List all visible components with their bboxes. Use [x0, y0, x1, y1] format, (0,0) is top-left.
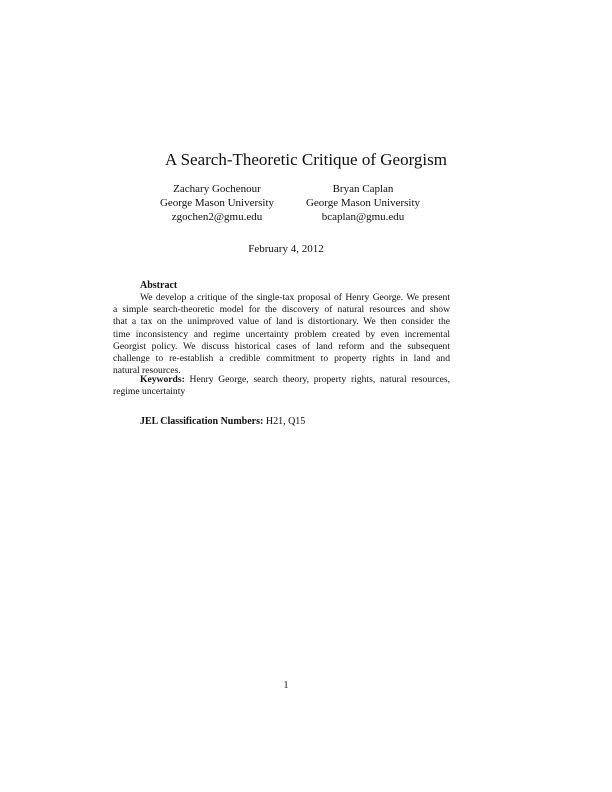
jel-classification: [140, 416, 305, 427]
abstract-heading: Abstract: [140, 280, 178, 291]
abstract-line: challenge to re-establish a credible commitment to property rights in land and: [113, 352, 450, 364]
author-email: zgochen2@gmu.edu: [171, 211, 263, 223]
abstract-body: [113, 292, 450, 377]
abstract-line: that a tax on the unimproved value of land is distortionary. We then consider the: [113, 316, 450, 328]
keywords: [113, 374, 450, 398]
author-email: bcaplan@gmu.edu: [321, 211, 405, 223]
abstract-line: a simple search-theoretic model for the discovery of natural resources and show: [113, 304, 450, 316]
abstract-line: Georgist policy. We discuss historical cases of land reform and the subsequent: [113, 340, 450, 352]
keywords-line: regime uncertainty: [113, 386, 186, 398]
author-affiliation: George Mason University: [159, 197, 275, 209]
paper-title: A Search-Theoretic Critique of Georgism: [165, 150, 447, 169]
author-name: Zachary Gochenour: [173, 183, 261, 195]
jel-value: H21, Q15: [265, 416, 306, 427]
abstract-line: natural resources.: [113, 365, 181, 377]
author-affiliation: George Mason University: [305, 197, 421, 209]
abstract-line: We develop a critique of the single-tax proposal of Henry George. We present: [140, 292, 450, 303]
author-name: Bryan Caplan: [332, 183, 394, 195]
keywords-text: Henry George, search theory, property rights, natural resources,: [189, 374, 450, 385]
keywords-label: Keywords:: [140, 374, 185, 385]
author-block: [273, 182, 453, 224]
keywords-line: [113, 374, 450, 386]
jel-label: JEL Classification Numbers:: [140, 416, 264, 427]
abstract-line: time inconsistency and regime uncertainty problem created by even incremental: [113, 328, 450, 340]
page-number: 1: [283, 680, 289, 691]
paper-date: February 4, 2012: [248, 243, 324, 255]
